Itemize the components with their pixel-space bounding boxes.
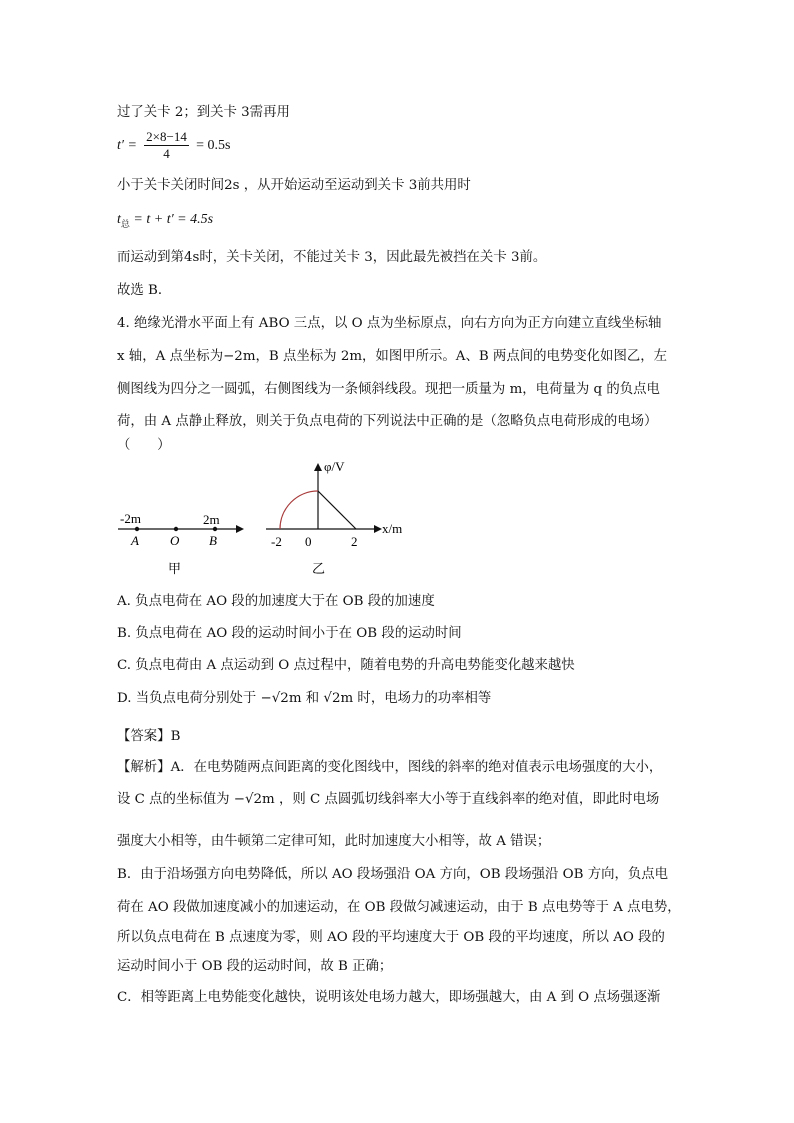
tick-2: 2 [351, 534, 358, 549]
caption-yi: 乙 [312, 561, 326, 576]
analysis-line: 荷在 AO 段做加速度减小的加速运动，在 OB 段做匀减速运动，由于 B 点电势等于 A 点电势， [117, 900, 681, 915]
answer-line [117, 728, 180, 746]
analysis-tag: 【解析】 [117, 760, 171, 775]
formula-t-total [117, 211, 213, 230]
question-line: 侧图线为四分之一圆弧，右侧图线为一条倾斜线段。现把一质量为 m，电荷量为 q 的负点电 [117, 382, 660, 397]
y-axis-label: φ/V [324, 459, 345, 474]
formula-lhs: t [117, 212, 121, 227]
label-O: O [170, 533, 180, 548]
text-line: 而运动到第4s时，关卡关闭，不能过关卡 3，因此最先被挡在关卡 3前。 [117, 250, 547, 265]
question-line: 4. 绝缘光滑水平面上有 ABO 三点，以 O 点为坐标原点，向右方向为正方向建立直线坐标轴 [117, 316, 662, 331]
text-line: 故选 B． [117, 283, 172, 298]
option-A: A. 负点电荷在 AO 段的加速度大于在 OB 段的加速度 [117, 594, 435, 609]
quarter-arc-curve [280, 491, 318, 529]
tick-0: 0 [305, 534, 312, 549]
analysis-text: A．在电势随两点间距离的变化图线中，图线的斜率的绝对值表示电场强度的大小， [170, 760, 663, 775]
figure-yi [262, 455, 422, 580]
point-A [135, 527, 139, 531]
x-axis-label: x/m [382, 521, 403, 536]
axis-arrow [236, 525, 244, 533]
option-D: D. 当负点电荷分别处于 −√2m 和 √2m 时，电场力的功率相等 [117, 691, 492, 706]
fraction-numerator: 2×8−14 [146, 129, 187, 144]
analysis-line: C．相等距离上电势能变化越快，说明该处电场力越大，即场强越大，由 A 到 O 点场强逐渐 [117, 990, 661, 1005]
question-line: x 轴，A 点坐标为−2m，B 点坐标为 2m，如图甲所示。A、B 两点间的电势变化如图乙，左 [117, 349, 668, 364]
analysis-line: 所以负点电荷在 B 点速度为零，则 AO 段的平均速度大于 OB 段的平均速度，所以 AO 段的 [117, 930, 665, 945]
option-C: C. 负点电荷由 A 点运动到 O 点过程中，随着电势的升高电势能变化越来越快 [117, 658, 575, 673]
analysis-line: B．由于沿场强方向电势降低，所以 AO 段场强沿 OA 方向，OB 段场强沿 OB 方向，负点电 [117, 867, 669, 882]
formula-rhs: = t + t′ = 4.5s [129, 212, 214, 227]
question-line: （ ） [117, 438, 171, 453]
analysis-line [117, 759, 662, 777]
figure-jia [110, 505, 250, 580]
answer-value: B [170, 729, 181, 744]
label-A: A [131, 533, 139, 548]
label-B: B [209, 533, 217, 548]
option-B: B. 负点电荷在 AO 段的运动时间小于在 OB 段的运动时间 [117, 626, 462, 641]
formula-subscript: 总 [120, 220, 130, 230]
label-neg2m: -2m [120, 511, 141, 526]
analysis-line: 强度大小相等，由牛顿第二定律可知，此时加速度大小相等，故 A 错误； [117, 834, 551, 849]
point-B [213, 527, 217, 531]
question-line: 荷，由 A 点静止释放，则关于负点电荷的下列说法中正确的是（忽略负点电荷形成的电场） [117, 414, 658, 429]
y-axis-arrow [314, 463, 322, 471]
analysis-line: 设 C 点的坐标值为 −√2m ，则 C 点圆弧切线斜率大小等于直线斜率的绝对值，即此时电场 [117, 792, 660, 807]
caption-jia: 甲 [168, 561, 182, 576]
slope-line [318, 491, 356, 529]
analysis-line: 运动时间小于 OB 段的运动时间，故 B 正确； [117, 959, 393, 974]
formula-t-prime [117, 129, 230, 162]
point-O [174, 527, 178, 531]
answer-tag: 【答案】 [117, 729, 171, 744]
fraction-denominator: 4 [163, 146, 170, 161]
x-axis-arrow [374, 525, 382, 533]
formula-rhs: = 0.5s [196, 138, 231, 153]
formula-lhs: t′ = [117, 138, 137, 153]
formula-fraction [144, 129, 189, 162]
text-line: 小于关卡关闭时间2s ，从开始运动至运动到关卡 3前共用时 [117, 178, 471, 193]
tick-neg2: -2 [271, 534, 282, 549]
label-2m: 2m [203, 512, 220, 527]
text-line: 过了关卡 2；到关卡 3需再用 [117, 105, 290, 120]
